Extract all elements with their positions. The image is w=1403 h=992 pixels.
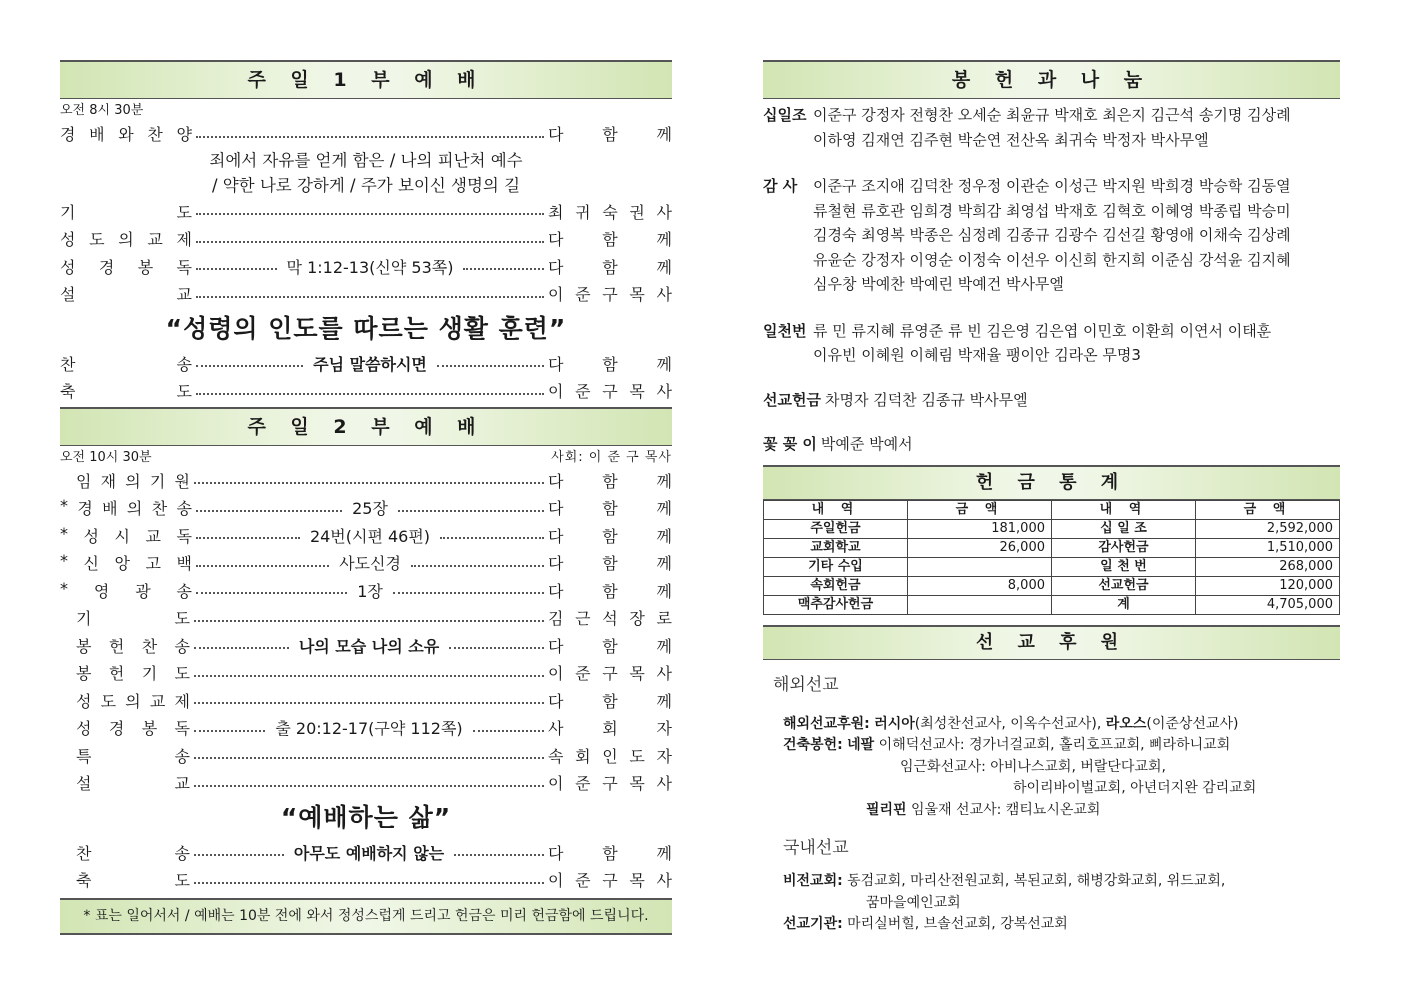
service2-sermon-title: “예배하는 삶” [280, 802, 452, 832]
stats-item-cell: 십 일 조 [1052, 519, 1196, 538]
stats-amount-cell: 26,000 [908, 538, 1052, 557]
leader-dots [454, 854, 544, 856]
stats-item-cell: 맥추감사헌금 [764, 595, 908, 614]
service2-item-label: * 성 시 교 독 [60, 523, 192, 546]
service2-item-leader: 다 함 께 [548, 526, 672, 546]
service2-item-row [60, 687, 672, 715]
service2-item-row [60, 604, 672, 632]
service1-item-leader: 다 함 께 [548, 125, 672, 145]
stats-amount-cell: 120,000 [1196, 576, 1340, 595]
mission-offering-head: 선교헌금 [763, 390, 821, 409]
thanks-names-2: 류철현 류호관 임희경 박희감 최영섭 박재호 김혁호 이혜영 박종립 박승미 [813, 201, 1291, 220]
thanks-names-1: 이준구 조지애 김덕찬 정우정 이관순 이성근 박지원 박희경 박승학 김동열 [813, 177, 1291, 195]
mission-org-head: 선교기관: [783, 916, 843, 932]
laos-label: 라오스 [1105, 715, 1147, 732]
service2-item-label: 기 도 [76, 609, 190, 629]
leader-dots [196, 296, 544, 298]
stats-header-cell: 내 역 [764, 500, 908, 519]
domestic-line-1 [763, 871, 1340, 893]
leader-dots [194, 785, 544, 787]
leader-dots [196, 136, 544, 138]
service1-item-row [60, 120, 672, 148]
service1-item-leader: 최 귀 숙 권 사 [548, 202, 672, 222]
leader-dots [196, 213, 544, 215]
tithe-names-1: 이준구 강정자 전형찬 오세순 최윤규 박재호 최은지 김근석 송기명 김상례 [813, 106, 1291, 124]
stats-item-cell: 주일헌금 [764, 519, 908, 538]
service2-time: 오전 10시 30분 [60, 449, 152, 465]
mission-support-banner: 선 교 후 원 [763, 625, 1340, 660]
right-column [763, 60, 1340, 936]
mission-offering-names: 차명자 김덕찬 김종규 박사무엘 [824, 390, 1028, 409]
standing-note: * 표는 일어서서 / 예배는 10분 전에 와서 정성스럽게 드리고 헌금은 미리 헌금함에 드립니다. [60, 898, 672, 935]
leader-dots [196, 537, 300, 539]
domestic-line-3 [763, 914, 1340, 936]
overseas-line-4: 하이리바이벌교회, 아년더지완 감리교회 [1013, 780, 1257, 796]
service2-item-leader: 다 함 께 [548, 636, 673, 656]
offering-banner: 봉 헌 과 나 눔 [763, 60, 1340, 99]
service1-item-label: 설 교 [60, 285, 192, 305]
ilcheon-names-1: 류 민 류지혜 류영준 류 빈 김은영 김은엽 이민호 이환희 이연서 이태훈 [813, 321, 1272, 340]
vision-church-head: 비전교회: [783, 873, 843, 889]
nepal-churches: 이해덕선교사: 경가너걸교회, 홀리호프교회, 삐라하니교회 [878, 737, 1231, 753]
service2-item-leader: 다 함 께 [548, 471, 672, 491]
service1-item-leader: 다 함 께 [548, 257, 672, 277]
leader-dots [398, 510, 544, 512]
service1-item-detail: 막 1:12-13(신약 53쪽) [286, 257, 454, 277]
mission-orgs: 마리실버힐, 브솔선교회, 강복선교회 [847, 916, 1068, 932]
service2-item-detail: 나의 모습 나의 소유 [298, 636, 440, 656]
russia-label: 러시아 [874, 715, 915, 732]
service2-item-row [60, 549, 672, 577]
service1-item-row [60, 280, 672, 308]
service2-item-label: 임 재 의 기 원 [76, 471, 190, 491]
stats-header-cell: 내 역 [1052, 500, 1196, 519]
service2-host: 사회: 이 준 구 목사 [551, 449, 672, 465]
left-column [60, 60, 672, 935]
stats-amount-cell: 1,510,000 [1196, 538, 1340, 557]
lyrics-line-1: 죄에서 자유를 얻게 함은 / 나의 피난처 예수 [209, 150, 523, 170]
leader-dots [196, 268, 277, 270]
service1-item-row [60, 350, 672, 378]
service2-item-label: 봉 헌 기 도 [76, 664, 190, 684]
service1-item-leader: 다 함 께 [548, 230, 672, 250]
leader-dots [393, 592, 544, 594]
thanks-names-4: 유윤순 강정자 이영순 이정숙 이선우 이신희 한지희 이준심 강석윤 김지혜 [813, 250, 1291, 269]
service2-item-detail: 25장 [352, 499, 388, 519]
service2-item-detail: 24번(시편 46편) [309, 526, 431, 546]
flower-head: 꽃 꽂 이 [763, 435, 817, 453]
lyrics-line-2: / 약한 나로 강하게 / 주가 보이신 생명의 길 [211, 175, 521, 195]
leader-dots [463, 268, 544, 270]
service2-item-leader: 속 회 인 도 자 [548, 746, 672, 766]
service1-item-label: 성 경 봉 독 [60, 257, 192, 277]
stats-header-cell: 금 액 [1196, 500, 1340, 519]
leader-dots [196, 592, 347, 594]
service1-hymn-lyrics [60, 148, 672, 198]
service2-item-leader: 이 준 구 목 사 [548, 871, 672, 891]
service2-item-leader: 이 준 구 목 사 [548, 664, 672, 684]
stats-header-cell: 금 액 [908, 500, 1052, 519]
ilcheon-head: 일천번 [763, 321, 807, 340]
service1-item-label: 기 도 [60, 202, 192, 222]
service2-item-row [60, 742, 672, 770]
service1-item-leader: 이 준 구 목 사 [548, 382, 672, 402]
service2-item-row [60, 522, 672, 550]
service2-item-leader: 다 함 께 [548, 691, 672, 711]
russia-missionaries: (최성찬선교사, 이옥수선교사), [914, 715, 1102, 732]
stats-amount-cell: 4,705,000 [1196, 595, 1340, 614]
overseas-line-3: 임근화선교사: 아비나스교회, 버랄단다교회, [900, 758, 1166, 775]
leader-dots [194, 854, 284, 856]
stats-amount-cell: 2,592,000 [1196, 519, 1340, 538]
leader-dots [437, 365, 544, 367]
service1-item-leader: 이 준 구 목 사 [548, 285, 672, 305]
leader-dots [194, 757, 544, 759]
stats-item-cell: 감사헌금 [1052, 538, 1196, 557]
laos-missionaries: (이준상선교사) [1146, 715, 1239, 732]
overseas-line-1 [763, 714, 1340, 736]
tithe-head: 십일조 [763, 106, 807, 124]
stats-item-cell: 일 천 번 [1052, 557, 1196, 576]
leader-dots [194, 730, 265, 732]
service2-item-leader: 다 함 께 [548, 581, 673, 601]
stats-row [764, 595, 1340, 614]
offering-stats-table [763, 500, 1340, 615]
service2-item-leader: 다 함 께 [548, 843, 672, 863]
stats-item-cell: 기타 수입 [764, 557, 908, 576]
stats-amount-cell: 268,000 [1196, 557, 1340, 576]
flower-group [763, 432, 1340, 457]
leader-dots [194, 702, 544, 704]
service1-item-label: 성 도 의 교 제 [60, 230, 192, 250]
thanks-names-5: 심우창 박예찬 박예린 박예건 박사무엘 [813, 275, 1064, 293]
service2-item-detail: 아무도 예배하지 않는 [293, 843, 445, 863]
mission-offering-group [763, 388, 1340, 413]
vision-churches: 동검교회, 마리산전원교회, 복된교회, 해병강화교회, 위드교회, [847, 873, 1226, 889]
thanks-head: 감 사 [763, 177, 798, 195]
service2-time-row [60, 446, 672, 467]
service1-time: 오전 8시 30분 [60, 103, 144, 118]
domestic-mission-title: 국내선교 [783, 838, 849, 858]
stats-row [764, 557, 1340, 576]
overseas-line-2 [763, 735, 1340, 757]
ilcheon-group [763, 319, 1340, 368]
domestic-line-2: 꿈마을예인교회 [866, 894, 961, 911]
service1-item-row [60, 225, 672, 253]
service2-item-label: 성 도 의 교 제 [76, 691, 190, 711]
service1-item-label: 찬 송 [60, 354, 192, 374]
leader-dots [194, 482, 544, 484]
thanks-names-3: 김경숙 최영복 박종은 심정례 김종규 김광수 김선길 황영애 이채숙 김상례 [813, 226, 1291, 244]
service2-item-label: 봉 헌 찬 송 [76, 636, 190, 656]
service2-item-detail: 출 20:12-17(구약 112쪽) [275, 719, 463, 739]
service2-item-label: 특 송 [76, 746, 190, 766]
stats-amount-cell: 181,000 [908, 519, 1052, 538]
tithe-names-2: 이하영 김재연 김주현 박순연 전산옥 최귀숙 박정자 박사무엘 [813, 130, 1209, 149]
service1-time-row [60, 99, 672, 120]
philippines-label: 필리핀 [866, 801, 907, 818]
leader-dots [196, 241, 544, 243]
philippines-church: 임울재 선교사: 캠티뇨시온교회 [911, 801, 1101, 818]
leader-dots [473, 730, 544, 732]
stats-row [764, 538, 1340, 557]
stats-item-cell: 속회헌금 [764, 576, 908, 595]
overseas-mission-title: 해외선교 [773, 674, 839, 695]
service2-item-label: 축 도 [76, 871, 190, 891]
service1-item-row [60, 253, 672, 281]
service2-item-leader: 이 준 구 목 사 [548, 774, 672, 794]
leader-dots [196, 365, 303, 367]
service2-item-label: 성 경 봉 독 [76, 719, 190, 739]
nepal-label: 네팔 [847, 737, 875, 753]
stats-amount-cell [908, 557, 1052, 576]
service2-item-row [60, 659, 672, 687]
service2-item-label: * 경 배 의 찬 송 [60, 496, 192, 519]
service2-item-row [60, 577, 672, 605]
service2-item-label: 설 교 [76, 774, 190, 794]
leader-dots [194, 647, 289, 649]
service1-item-label: 경 배 와 찬 양 [60, 125, 192, 145]
ilcheon-names-2: 이유빈 이혜원 이혜림 박재율 팽이안 김라온 무명3 [813, 346, 1141, 364]
building-head: 건축봉헌: [783, 737, 843, 753]
service2-item-leader: 사 회 자 [548, 719, 673, 739]
service1-order [60, 120, 672, 935]
service2-item-label: * 신 앙 고 백 [60, 551, 192, 574]
service2-item-row [60, 839, 672, 867]
stats-amount-cell [908, 595, 1052, 614]
service2-item-leader: 다 함 께 [548, 499, 673, 519]
leader-dots [194, 675, 544, 677]
thanks-group [763, 174, 1340, 297]
service2-item-row [60, 866, 672, 894]
leader-dots [440, 537, 544, 539]
leader-dots [449, 647, 544, 649]
stats-row [764, 519, 1340, 538]
leader-dots [196, 510, 342, 512]
service2-item-row [60, 632, 672, 660]
stats-row [764, 576, 1340, 595]
service2-item-detail: 1장 [357, 581, 383, 601]
leader-dots [196, 565, 329, 567]
stats-banner: 헌 금 통 계 [763, 465, 1340, 500]
leader-dots [194, 620, 544, 622]
service2-item-detail: 사도신경 [339, 554, 401, 574]
service1-item-row [60, 198, 672, 226]
stats-item-cell: 계 [1052, 595, 1196, 614]
stats-item-cell: 선교헌금 [1052, 576, 1196, 595]
service2-item-label: * 영 광 송 [60, 578, 192, 601]
flower-names: 박예준 박예서 [820, 435, 913, 453]
leader-dots [196, 393, 544, 395]
service2-item-row [60, 714, 672, 742]
service2-item-leader: 김 근 석 장 로 [548, 609, 672, 629]
overseas-support-head: 해외선교후원: [783, 715, 870, 732]
tithe-group [763, 103, 1340, 152]
service1-item-label: 축 도 [60, 382, 192, 402]
service2-item-label: 찬 송 [76, 843, 190, 863]
service2-item-row [60, 467, 672, 495]
service1-item-leader: 다 함 께 [548, 354, 673, 374]
service2-item-leader: 다 함 께 [548, 554, 673, 574]
service1-banner: 주 일 1 부 예 배 [60, 60, 672, 99]
stats-amount-cell: 8,000 [908, 576, 1052, 595]
service1-sermon-title: “성령의 인도를 따르는 생활 훈련” [165, 313, 567, 343]
leader-dots [194, 882, 544, 884]
stats-header-row [764, 500, 1340, 519]
service2-banner: 주 일 2 부 예 배 [60, 407, 672, 446]
leader-dots [411, 565, 544, 567]
service2-item-row [60, 769, 672, 797]
overseas-line-5 [763, 800, 1340, 822]
service2-item-row [60, 494, 672, 522]
service1-item-detail: 주님 말씀하시면 [313, 354, 427, 374]
stats-item-cell: 교회학교 [764, 538, 908, 557]
service1-item-row [60, 377, 672, 405]
